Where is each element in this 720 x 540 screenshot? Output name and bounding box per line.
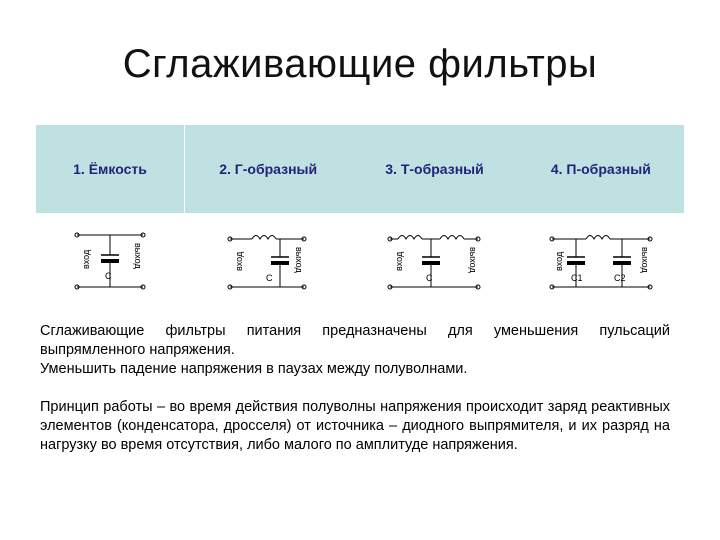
capacitor-filter-diagram bbox=[65, 225, 155, 295]
capacitor-label: С bbox=[266, 273, 273, 283]
output-label: выход bbox=[294, 247, 305, 273]
circuit-capacitor bbox=[36, 222, 184, 298]
circuit-diagrams-row bbox=[36, 222, 684, 298]
input-label: вход bbox=[394, 251, 404, 271]
header-g-type: 2. Г-образный bbox=[219, 161, 318, 177]
principle-paragraph: Принцип работы – во время действия полуволны напряжения происходит заряд реактивных элементов (конденсатора, дросселя) от источника – диодного выпрямителя, и их разряд на нагрузку во время отсутствия, либо малого по амплитуде напряжения. bbox=[40, 399, 670, 453]
t-type-filter-diagram bbox=[384, 225, 484, 295]
capacitor-c2-label: С2 bbox=[613, 273, 626, 283]
header-p-type: 4. П-образный bbox=[550, 161, 651, 177]
filter-types-header bbox=[36, 125, 684, 213]
output-label: выход bbox=[468, 247, 478, 273]
input-label: вход bbox=[553, 251, 564, 271]
description-text bbox=[40, 322, 670, 455]
p-type-filter-diagram bbox=[546, 225, 656, 295]
circuit-p-type bbox=[517, 222, 684, 298]
output-label: выход bbox=[133, 243, 143, 269]
capacitor-label: С bbox=[426, 273, 433, 283]
g-type-filter-diagram bbox=[222, 225, 312, 295]
circuit-t-type bbox=[351, 222, 518, 298]
output-label: выход bbox=[639, 247, 650, 273]
input-label: вход bbox=[234, 251, 245, 271]
slide-title: Сглаживающие фильтры bbox=[122, 42, 598, 86]
header-capacitance: 1. Ёмкость bbox=[36, 125, 185, 213]
circuit-g-type bbox=[184, 222, 351, 298]
header-t-type: 3. Т-образный bbox=[385, 161, 484, 177]
input-label: вход bbox=[81, 249, 91, 269]
capacitor-c1-label: С1 bbox=[570, 273, 583, 283]
capacitor-label: С bbox=[105, 271, 112, 281]
goal-paragraph: Уменьшить падение напряжения в паузах между полуволнами. bbox=[40, 361, 468, 377]
purpose-paragraph: Сглаживающие фильтры питания предназначены для уменьшения пульсаций выпрямленного напряжения. bbox=[40, 323, 670, 358]
